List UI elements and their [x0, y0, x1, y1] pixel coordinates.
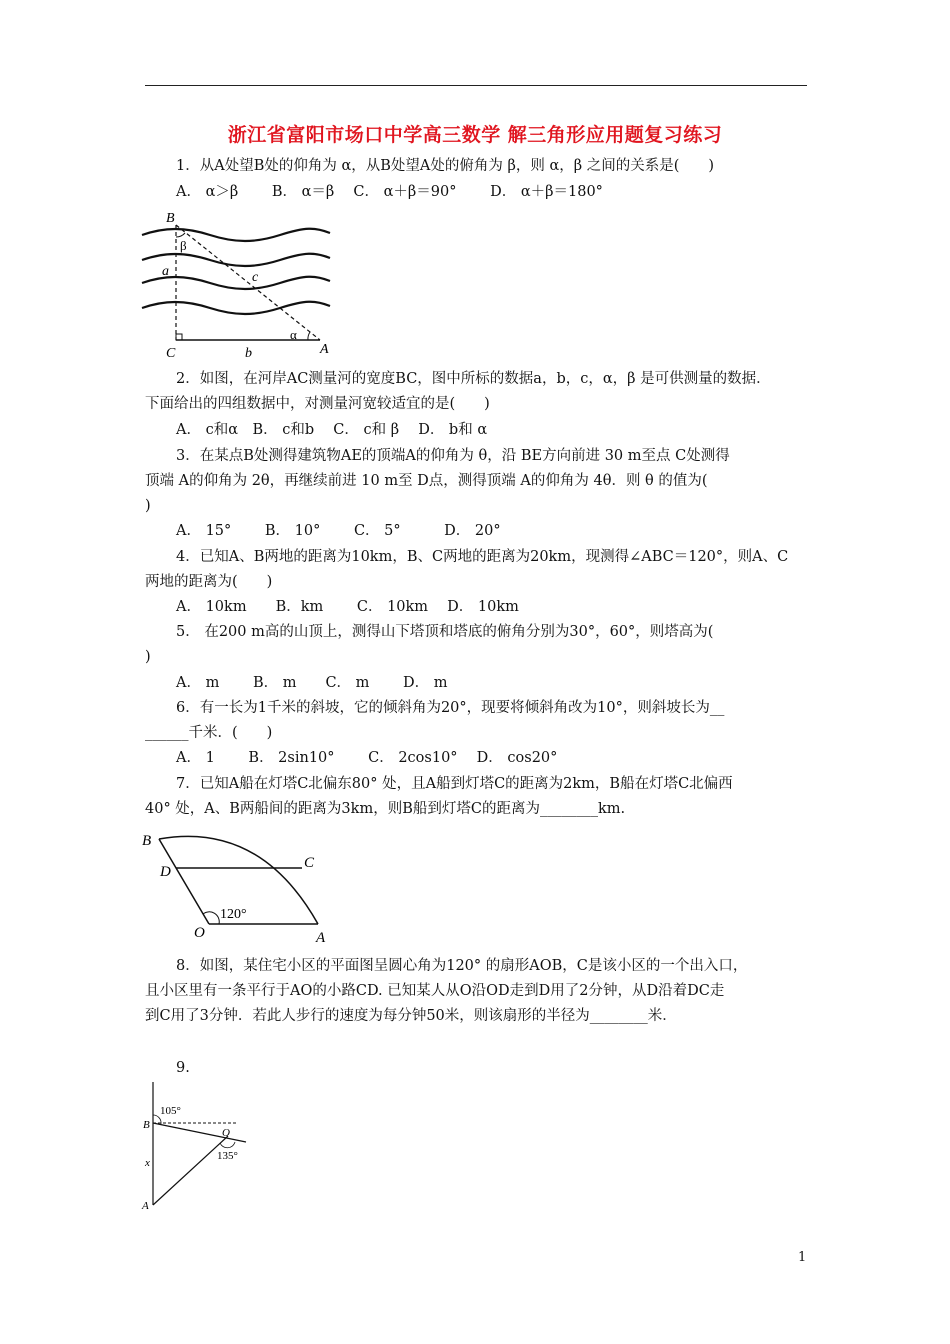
label-c-point: C [166, 346, 176, 361]
label-b-point: B [166, 211, 175, 226]
label-a: A [142, 1200, 149, 1212]
label-a-side: a [162, 264, 169, 279]
river-wave-3 [142, 277, 330, 289]
label-beta: β [180, 238, 187, 253]
label-b: B [143, 1119, 150, 1131]
header-rule [145, 85, 807, 86]
q2-line2: 下面给出的四组数据中，对测量河宽较适宜的是( ) [145, 396, 490, 412]
river-wave-4 [142, 302, 330, 314]
page-number: 1 [798, 1250, 807, 1265]
q9-number: 9. [176, 1060, 190, 1076]
q3-line1: 3．在某点B处测得建筑物AE的顶端A的仰角为 θ，沿 BE方向前进 30 m至点 C处测得 [176, 448, 730, 464]
q1-options: A． α＞β B． α＝β C． α＋β＝90° D． α＋β＝180° [176, 184, 603, 200]
q2-line1: 2．如图，在河岸AC测量河的宽度BC，图中所标的数据a，b，c，α，β 是可供测量的数据． [176, 371, 771, 387]
label-120: 120° [220, 907, 247, 922]
q1-stem: 1．从A处望B处的仰角为 α，从B处望A处的俯角为 β，则 α，β 之间的关系是( ) [176, 158, 715, 174]
line-ao [153, 1136, 228, 1205]
q4-options: A． 10km B．km C． 10km D． 10km [176, 599, 519, 615]
q8-line2: 且小区里有一条平行于AO的小路CD. 已知某人从O沿OD走到D用了2分钟，从D沿着DC走 [145, 983, 725, 999]
label-b: B [142, 833, 152, 849]
label-135: 135° [217, 1150, 238, 1162]
q3-options: A． 15° B． 10° C． 5° D． 20° [176, 523, 501, 539]
river-wave-2 [142, 254, 330, 266]
angle-beta-arc [176, 233, 185, 237]
label-alpha: α [290, 327, 297, 342]
river-figure [140, 205, 340, 365]
q4-line2: 两地的距离为( ) [145, 574, 273, 590]
q6-line2: ______千米．( ) [145, 725, 273, 741]
q5-line2: ) [145, 649, 151, 665]
river-wave-1 [142, 229, 330, 241]
angle-135-arc [220, 1142, 235, 1148]
label-b-side: b [245, 346, 252, 361]
label-105: 105° [160, 1105, 181, 1117]
q3-line2: 顶端 A的仰角为 2θ，再继续前进 10 m至 D点，测得顶端 A的仰角为 4θ．则 θ 的值为( [145, 473, 708, 489]
label-a-point: A [320, 342, 329, 357]
q5-line1: 5． 在200 m高的山顶上，测得山下塔顶和塔底的俯角分别为30°，60°，则塔高为( [176, 624, 714, 640]
label-o: O [222, 1127, 230, 1139]
angle-alpha-arc [308, 332, 310, 340]
q3-line3: ) [145, 498, 151, 514]
q7-line1: 7．已知A船在灯塔C北偏东80° 处，且A船到灯塔C的距离为2km，B船在灯塔C北偏西 [176, 776, 733, 792]
q6-options: A． 1 B． 2sin10° C． 2cos10° D． cos20° [176, 750, 558, 766]
q6-line1: 6．有一长为1千米的斜坡，它的倾斜角为20°，现要将倾斜角改为10°，则斜坡长为__ [176, 700, 725, 716]
q7-line2: 40° 处，A、B两船间的距离为3km，则B船到灯塔C的距离为________km. [145, 801, 626, 817]
bearing-figure [140, 1080, 255, 1215]
page-title: 浙江省富阳市场口中学高三数学 解三角形应用题复习练习 [227, 124, 723, 146]
label-a: A [316, 930, 326, 946]
label-o: O [194, 925, 205, 941]
right-angle-mark [176, 334, 182, 340]
q2-options: A． c和α B． c和b C． c和 β D． b和 α [176, 422, 488, 438]
q5-options: A． m B． m C． m D． m [176, 675, 448, 691]
label-x: x [145, 1157, 150, 1169]
line-ba [176, 225, 320, 340]
radius-ob [159, 839, 209, 924]
label-c-side: c [252, 270, 259, 285]
q8-line1: 8．如图，某住宅小区的平面图呈圆心角为120° 的扇形AOB，C是该小区的一个出入口， [176, 958, 748, 974]
label-d: D [160, 864, 171, 880]
q4-line1: 4．已知A、B两地的距离为10km，B、C两地的距离为20km，现测得∠ABC＝120°，则A、C [176, 549, 789, 565]
sector-figure [140, 825, 340, 950]
label-c: C [304, 855, 315, 871]
q8-line3: 到C用了3分钟．若此人步行的速度为每分钟50米，则该扇形的半径为________米． [145, 1008, 677, 1024]
line-bo [153, 1123, 246, 1142]
